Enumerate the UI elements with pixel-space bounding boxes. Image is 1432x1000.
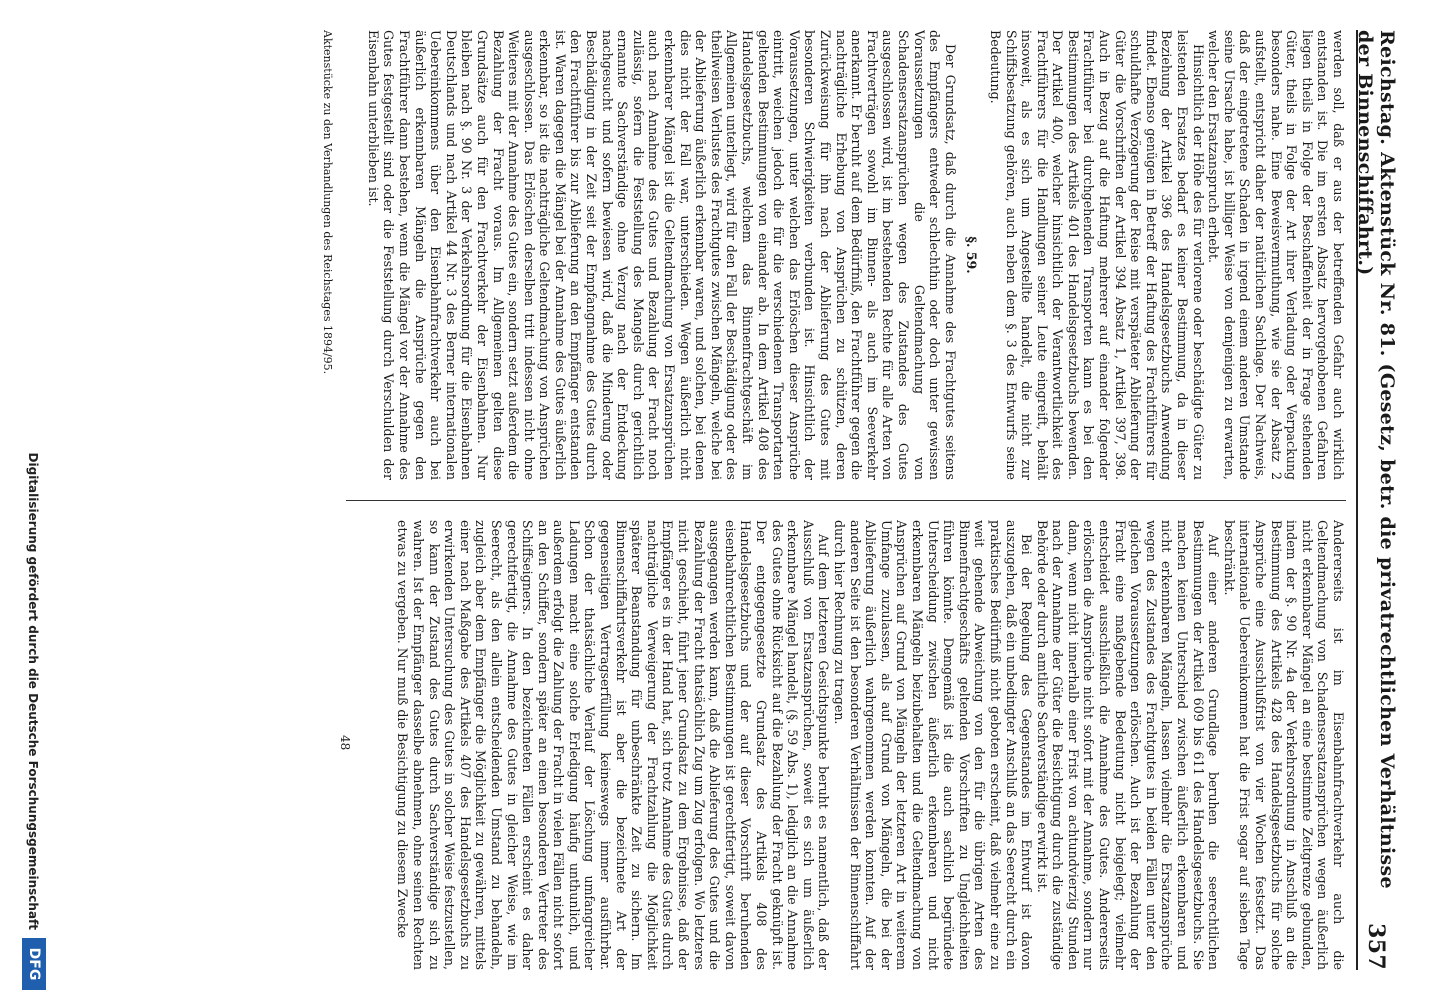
text-columns — [336, 30, 1346, 970]
paragraph: werden soll, daß er aus der betreffenden Gefahr auch wirklich entstanden ist. Die im ersten Absatz hervorgehobenen Gefahren liegen theils in Folge der Beschaffenheit der in Frage stehenden Güter, theils in Folge der Art ihrer Verladung oder Verpackung besonders nahe. Eine Beweisvermuthung, wie sie der Absatz 2 aufstellt, entspricht daher der natürlichen Sachlage. Der Nachweis, daß der eingetretene Schaden in irgend einem anderen Umstande seine Ursache habe, ist billiger Weise von demjenigen zu erwarten, welcher den Ersatzanspruch erhebt. — [1206, 30, 1346, 480]
page-header — [1354, 30, 1398, 970]
signature-mark: 48 — [338, 735, 352, 751]
paragraph: Bei der Regelung des Gegenstandes im Entwurf ist davon auszugehen, daß ein unbedingter Anschluß an das Seerecht durch ein praktisches Bedürfniß nicht geboten erscheint, daß vielmehr eine zu weit gehende Abweichung von den für die übrigen Arten des Binnenfrachtgeschäfts geltenden Vorschriften zu Ungleichheiten führen könnte. Demgemäß ist die auch sachlich begründete Unterscheidung zwischen äußerlich erkennbaren und nicht erkennbaren Mängeln beizubehalten und die Geltendmachung von Ansprüchen auf Grund von Mängeln der letzteren Art in weiterem Umfange zuzulassen, als auf Grund von Mängeln, die bei der Ablieferung äußerlich wahrgenommen werden konnten. Auf der anderen Seite ist den besonderen Verhältnissen der Binnenschiffahrt durch hier Rechnung zu tragen. — [832, 520, 1035, 970]
paragraph: Auf einer anderen Grundlage beruhen die seerechtlichen Bestimmungen der Artikel 609 bis 611 des Handelsgesetzbuchs. Sie machen keinen Unterschied zwischen äußerlich erkennbaren und nicht erkennbaren Mängeln, lassen vielmehr die Ersatzansprüche wegen des Zustandes des Frachtgutes in beiden Fällen unter den gleichen Voraussetzungen erlöschen. Auch ist der Bezahlung der Fracht eine maßgebende Bedeutung nicht beigelegt; vielmehr entscheidet ausschließlich die Annahme des Gutes. Andererseits erlöschen die Ansprüche nicht sofort mit der Annahme, sondern nur dann, wenn nicht innerhalb einer Frist von achtundvierzig Stunden nach der Annahme der Güter die Besichtigung durch die zuständige Behörde oder durch amtliche Sachverständige erwirkt ist. — [1034, 520, 1222, 970]
right-column — [336, 520, 1346, 970]
left-column — [336, 30, 1346, 480]
digitization-notice — [12, 0, 52, 1000]
paragraph: Hinsichtlich der Höhe des für verlorene oder beschädigte Güter zu leistenden Ersatzes bedarf es keiner Bestimmung, da in dieser Beziehung der Artikel 396 des Handelsgesetzbuchs Anwendung findet. Ebenso genügen in Betreff der Haftung des Frachtführers für schuldhafte Verzögerung der Reise mit verspäteter Ablieferung der Güter die Vorschriften der Artikel 394 Absatz 1, Artikel 397, 398. Auch in Bezug auf die Haftung mehrerer auf einander folgender Frachtführer bei durchgehenden Transporten kann es bei den Bestimmungen des Artikels 401 des Handelsgesetzbuchs bewenden. Der Artikel 400, welcher hinsichtlich der Verantwortlichkeit des Frachtführers für die Handlungen seiner Leute eingreift, behält insoweit, als es sich um Angestellte handelt, die nicht zur Schiffsbesatzung gehören, auch neben dem §. 3 des Entwurfs seine Bedeutung. — [987, 30, 1206, 480]
running-title: Reichstag. Aktenstück Nr. 81. (Gesetz, betr. die privatrechtlichen Verhältnisse der Binnenschiffahrt.) — [1354, 30, 1398, 889]
funding-note: Digitalisierung gefördert durch die Deutsche Forschungsgemeinschaft — [26, 452, 40, 930]
paragraph: Der Grundsatz, daß durch die Annahme des Frachtgutes seitens des Empfängers entweder schlechthin oder doch unter gewissen Voraussetzungen die Geltendmachung von Schadensersatzansprüchen wegen des Zustandes des Gutes ausgeschlossen wird, ist im bestehenden Rechte für alle Arten von Frachtverträgen sowohl im Binnen- als auch im Seeverkehr anerkannt. Er beruht auf dem Bedürfniß, den Frachtführer gegen die nachträgliche Erhebung von Ansprüchen zu schützen, deren Zurückweisung für ihn nach der Ablieferung des Gutes mit besonderen Schwierigkeiten verbunden ist. Hinsichtlich der Voraussetzungen, unter welchen das Erlöschen dieser Ansprüche eintritt, weichen jedoch die für die verschiedenen Transportarten geltenden Bestimmungen von einander ab. In dem Artikel 408 des Handelsgesetzbuchs, welchem das Binnenfrachtgeschäft im Allgemeinen unterliegt, wird für den Fall der Beschädigung oder des theilweisen Verlustes des Frachtgutes zwischen Mängeln, welche bei der Ablieferung äußerlich erkennbar waren, und solchen, bei denen dies nicht der Fall war, unterschieden. Wegen äußerlich nicht erkennbarer Mängel ist die Geltendmachung von Ersatzansprüchen auch nach Annahme des Gutes und Bezahlung der Fracht noch zulässig, sofern die Feststellung des Mangels durch gerichtlich ernannte Sachverständige ohne Verzug nach der Entdeckung nachgesucht und sofern bewiesen wird, daß die Minderung oder Beschädigung in der Zeit seit der Empfangnahme des Gutes durch den Frachtführer bis zur Ablieferung an den Empfänger entstanden ist. Waren dagegen die Mängel bei der Annahme des Gutes äußerlich erkennbar, so ist die nachträgliche Geltendmachung von Ansprüchen ausgeschlossen. Das Erlöschen derselben tritt indessen nicht ohne Weiteres mit der Annahme des Gutes ein, sondern setzt außerdem die Bezahlung der Fracht voraus. Im Allgemeinen gelten diese Grundsätze auch für den Frachtverkehr der Eisenbahnen. Nur bleiben nach §. 90 Nr. 3 der Verkehrsordnung für die Eisenbahnen Deutschlands und nach Artikel 44 Nr. 3 des Berner internationalen Uebereinkommens über den Eisenbahnfrachtverkehr auch bei äußerlich erkennbaren Mängeln die Ansprüche gegen den Frachtführer dann bestehen, wenn die Mängel vor der Annahme des Gutes festgestellt sind oder die Feststellung durch Verschulden der Eisenbahn unterblieben ist. — [365, 30, 958, 480]
footer-note: Aktenstücke zu den Verhandlungen des Reichstages 1894/95. — [321, 30, 334, 375]
paragraph: Andererseits ist im Eisenbahnfrachtverkehr auch die Geltendmachung von Schadensersatzansprüchen wegen äußerlich nicht erkennbarer Mängel an eine bestimmte Zeitgrenze gebunden, indem der §. 90 Nr. 4a der Verkehrsordnung in Anschluß an die Bestimmung des Artikels 428 des Handelsgesetzbuchs für solche Ansprüche eine Ausschlußfrist von vier Wochen festsetzt. Das internationale Uebereinkommen hat die Frist sogar auf sieben Tage beschränkt. — [1221, 520, 1346, 970]
paragraph: Auf dem letzteren Gesichtspunkte beruht es namentlich, daß der Ausschluß von Ersatzansprüchen, soweit es sich um äußerlich erkennbare Mängel handelt, (§. 59 Abs. 1), lediglich an die Annahme des Gutes ohne Rücksicht auf die Bezahlung der Fracht geknüpft ist. Der entgegengesetzte Grundsatz des Artikels 408 des Handelsgesetzbuchs und der auf dieser Vorschrift beruhenden eisenbahnrechtlichen Bestimmungen ist gerechtfertigt, soweit davon ausgegangen werden kann, daß die Ablieferung des Gutes und die Bezahlung der Fracht thatsächlich Zug um Zug erfolgen. Wo letzteres nicht geschieht, führt jener Grundsatz zu dem Ergebnisse, daß der Empfänger es in der Hand hat, sich trotz Annahme des Gutes durch nachträgliche Verweigerung der Frachtzahlung die Möglichkeit späterer Beanstandung für unbeschränkte Zeit zu sichern. Im Binnenschiffahrtsverkehr ist aber die bezeichnete Art der gegenseitigen Vertragserfüllung keineswegs immer ausführbar. Schon der thatsächliche Verlauf der Löschung umfangreicher Ladungen macht eine solche Erledigung häufig unthunlich, und außerdem erfolgt die Zahlung der Fracht in vielen Fällen nicht sofort an den Schiffer, sondern später an einen besonderen Vertreter des Schiffseigners. In den bezeichneten Fällen erscheint es daher gerechtfertigt, die Annahme des Gutes in gleicher Weise, wie im Seerecht, als den allein entscheidenden Umstand zu behandeln, zugleich aber dem Empfänger die Möglichkeit zu gewähren, mittels einer nach Maßgabe des Artikels 407 des Handelsgesetzbuchs zu erwirkenden Untersuchung des Gutes in solcher Weise festzustellen, so kann der Zustand des Gutes durch Sachverständige sich zu wahren. Ist der Empfänger dasselbe abnehmen, ohne seinen Rechten etwas zu vergeben. Nur muß die Besichtigung zu diesem Zwecke — [395, 520, 832, 970]
dfg-logo: DFG — [22, 938, 46, 990]
section-heading: §. 59. — [964, 236, 980, 274]
column-divider — [346, 500, 1346, 501]
page-number: 357 — [1363, 923, 1389, 970]
